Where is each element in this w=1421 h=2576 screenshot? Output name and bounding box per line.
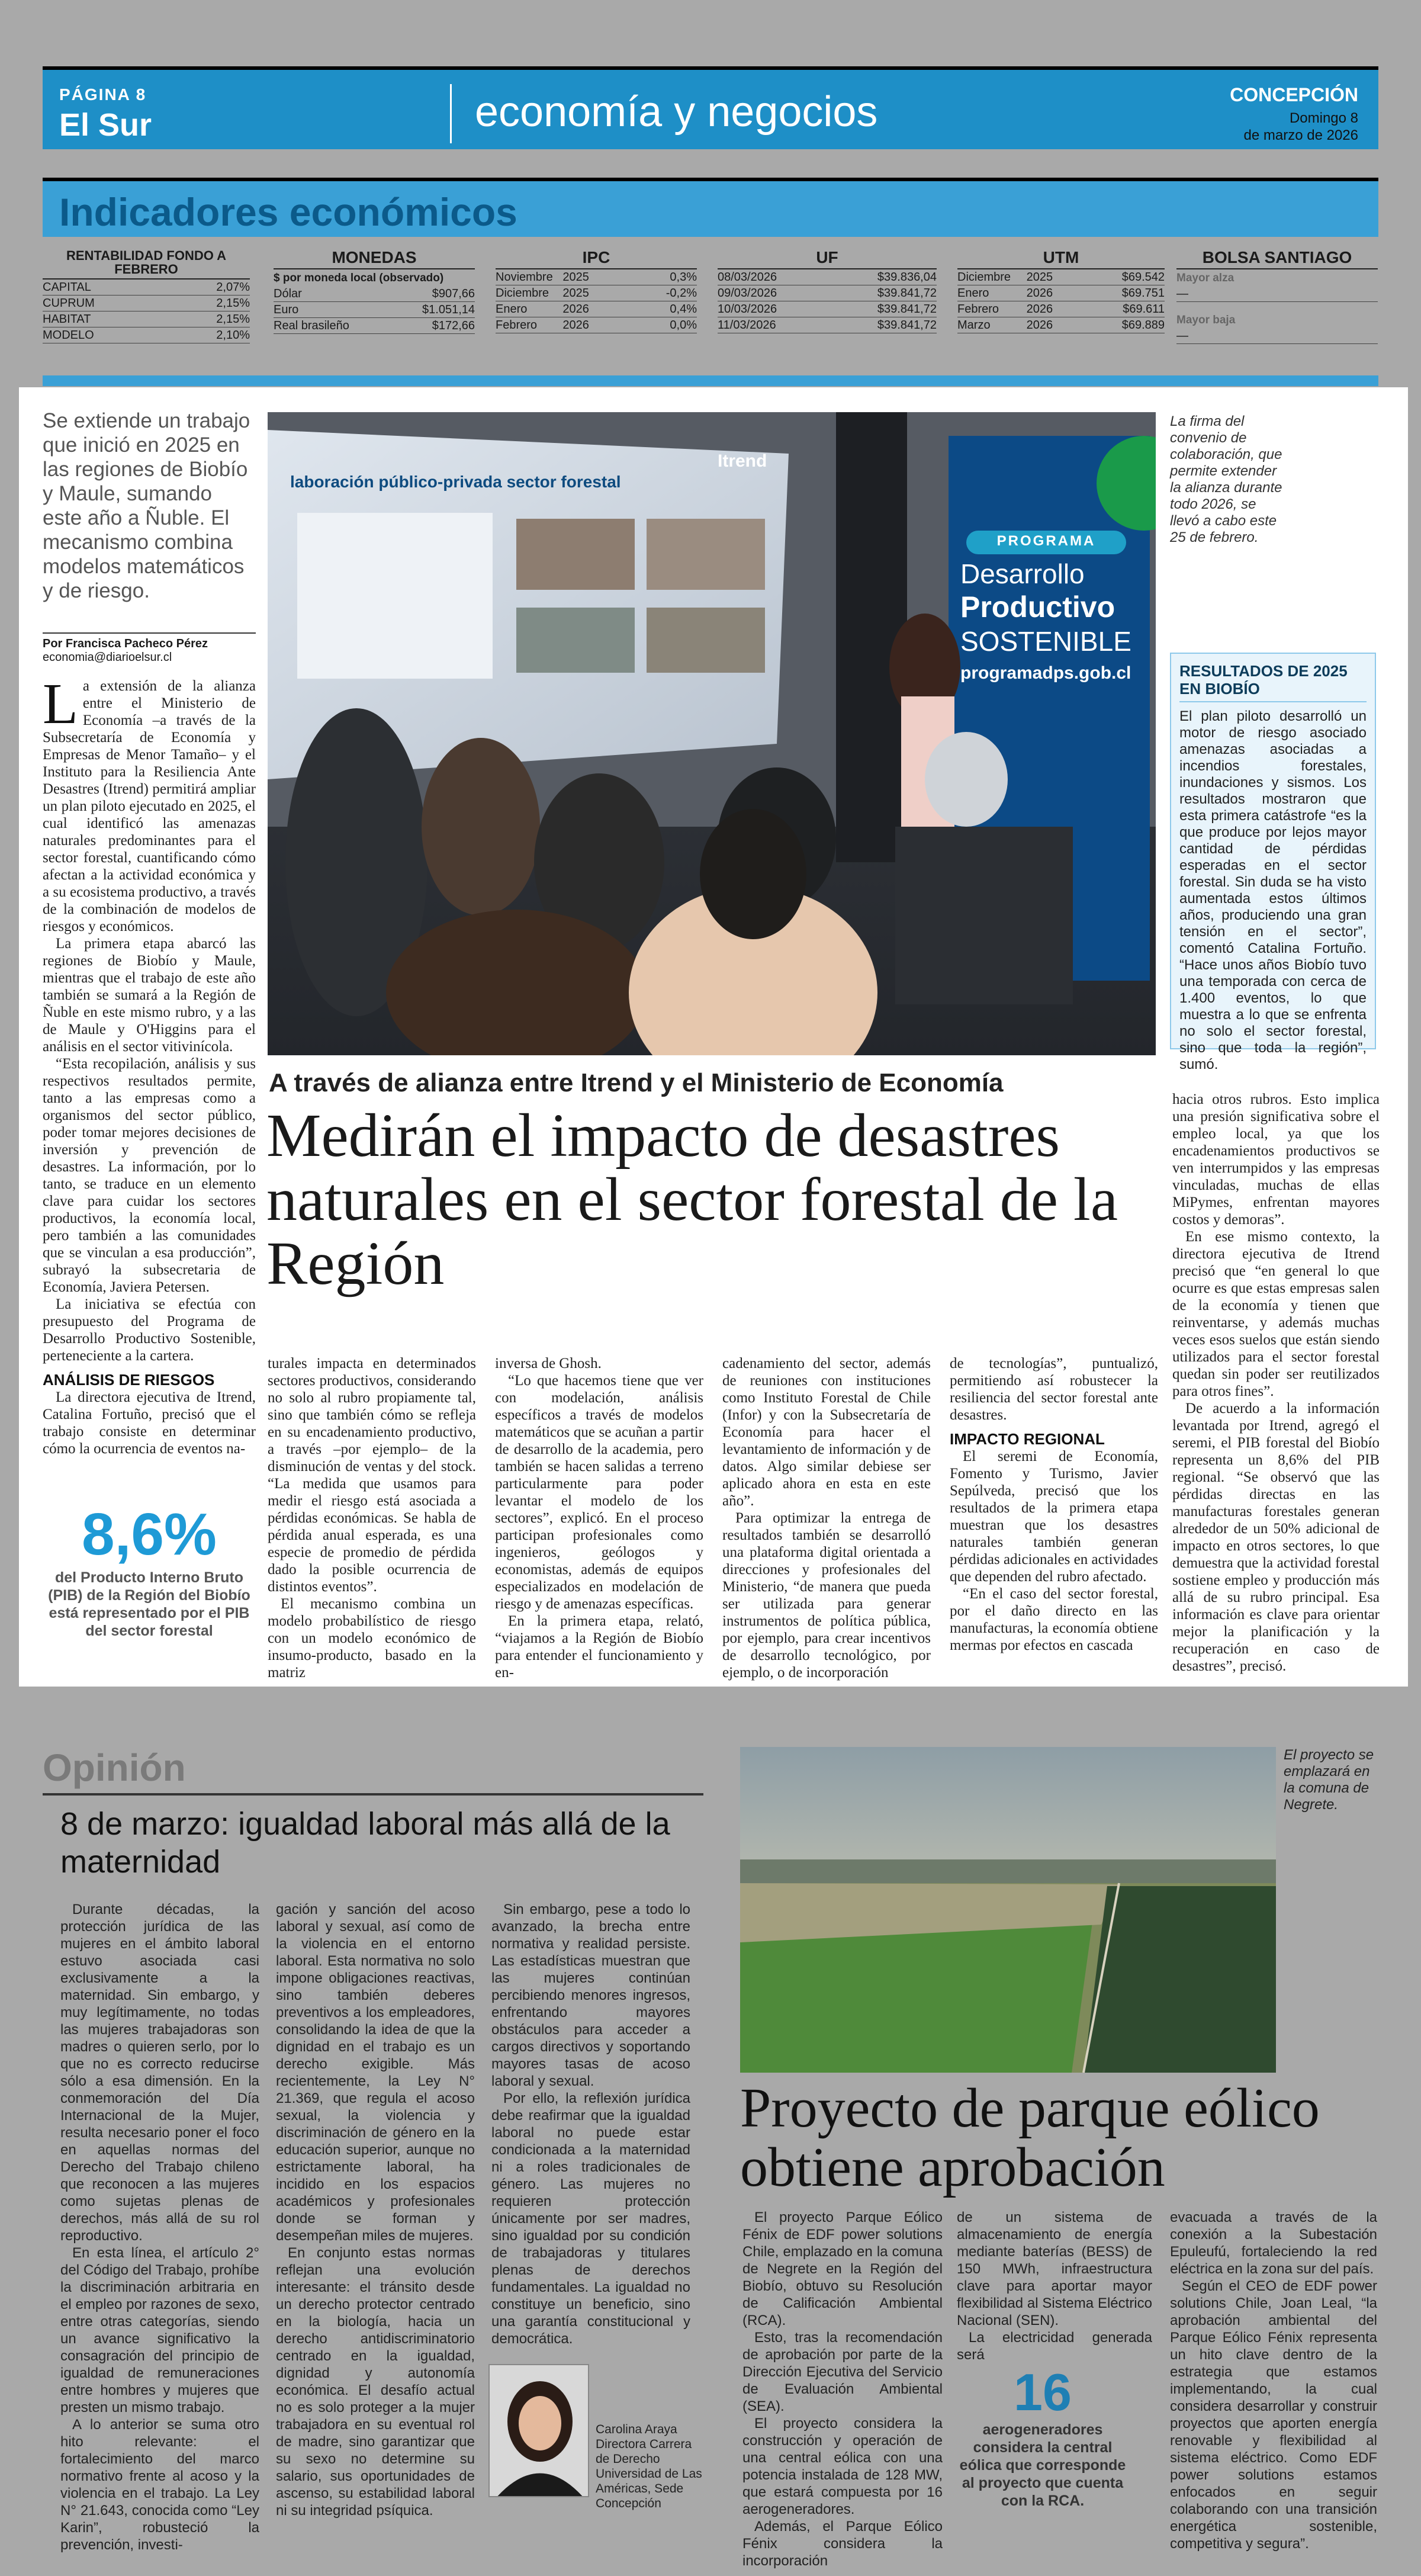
- fondo-rows: [43, 280, 250, 343]
- fondo-column: [43, 249, 250, 343]
- wind-para-4: Además, el Parque Eólico Fénix considera la incorporación: [742, 2519, 943, 2569]
- monedas-sub: $ por moneda local (observado): [274, 272, 444, 285]
- op-para-6: Sin embargo, pese a todo lo avanzado, la brecha entre normativa y realidad persiste. Las estadísticas muestran que las mujeres continúan percibiendo menores ingresos, enfrentando mayores obstáculos para acceder a cargos directivos y soportando mayores tasas de acoso laboral y sexual.: [491, 1902, 690, 2089]
- paper-name: El Sur: [59, 107, 152, 143]
- col6-para-3: De acuerdo a la información levantada por Itrend, agregó el seremi, el PIB forestal del Biobío representa un 8,6% del PIB regional. “Se observó que las pérdidas directas en las manufacturas forestales generan alrededor de un 50% adicional de impacto en otros sectores, lo que demuestra que la actividad forestal sostiene empleo y producción más allá de su rubro principal. Esa información es clave para orientar mejor la planificación y la recuperación en caso de desastres”, precisó.: [1172, 1401, 1380, 1674]
- indicator-cell: Diciembre: [496, 287, 549, 300]
- col4-para-2: Para optimizar la entrega de resultados también se desarrolló una plataforma digital orientada a direcciones y profesionales del Ministerio, “de manera que pueda ser utilizada para generar instrumentos de política pública, por ejemplo, para crear incentivos de desarrollo tecnológico, por ejemplo, o de incorporación: [722, 1510, 931, 1681]
- monedas-column: [274, 249, 475, 334]
- banner-line-3: SOSTENIBLE: [960, 626, 1131, 657]
- indicator-cell: 2026: [1026, 303, 1053, 316]
- indicator-row: [496, 301, 697, 317]
- aerial-field-illustration: [740, 1747, 1276, 2073]
- indicator-cell: Real brasileño: [274, 319, 349, 333]
- indicator-cell: 2026: [562, 303, 589, 316]
- drop-cap: L: [43, 672, 78, 736]
- indicator-cell: 2,10%: [216, 329, 250, 342]
- op-author-name: Carolina Araya: [596, 2423, 677, 2436]
- monedas-rows: [274, 286, 475, 334]
- article-lead: Se extiende un trabajo que inició en 2025 en las regiones de Biobío y Maule, sumando este año a Ñuble. El mecanismo combina modelos matemáticos y de riesgo.: [43, 409, 250, 602]
- op-para-7: Por ello, la reflexión jurídica debe reafirmar que la igualdad laboral no puede estar condicionada a la maternidad ni a roles tradicionales de género. Las mujeres no requieren protección únicamente por ser madres, sino igualdad por su condición de trabajadoras y titulares plenas de derechos fundamentales. La igualdad no constituye un beneficio, sino una garantía constitucional y democrática.: [491, 2090, 690, 2347]
- op-para-1: Durante décadas, la protección jurídica de las mujeres en el ámbito laboral estuvo asociada casi exclusivamente a la maternidad. Sin embargo, y muy legítimamente, no todas las mujeres trabajadoras son madres o quieren serlo, por lo que no es correcto reducirse sólo a esa dimensión. En la conmemoración del Día Internacional de la Mujer, resulta necesario poner el foco en aquellas normas del Derecho del Trabajo chileno que reconocen a las mujeres como sujetas plenas de derechos, más allá de su rol reproductivo.: [60, 1902, 259, 2244]
- indicator-cell: 11/03/2026: [718, 319, 776, 332]
- indicator-cell: $39.841,72: [877, 287, 937, 300]
- banner-line-1: Desarrollo: [960, 558, 1085, 589]
- ipc-rows: [496, 269, 697, 333]
- indicator-cell: 2,15%: [216, 313, 250, 326]
- bolsa-alza-value: —: [1176, 286, 1378, 302]
- opinion-column-3: [491, 1901, 690, 2347]
- indicator-cell: CAPITAL: [43, 281, 91, 294]
- itrend-logo: Itrend: [718, 451, 767, 471]
- subheading-impacto: IMPACTO REGIONAL: [950, 1430, 1105, 1448]
- col2-para-2: El mecanismo combina un modelo probabilístico de riesgo con un modelo económico de insumo-producto, basado en la matriz: [268, 1596, 476, 1681]
- banner-program: PROGRAMA: [996, 533, 1096, 549]
- article-column-3: [495, 1355, 703, 1681]
- screen-title: laboración público-privada sector forestal: [290, 473, 621, 491]
- op-para-3: A lo anterior se suma otro hito relevante: el fortalecimiento del marco normativo frente al acoso y la violencia en el trabajo. La Ley N° 21.643, conocida como “Ley Karin”, robusteció la prevención, investi-: [60, 2417, 259, 2553]
- indicator-cell: 2,07%: [216, 281, 250, 294]
- page-header: [43, 66, 1378, 149]
- col1-para-4: La iniciativa se efectúa con presupuesto del Programa de Desarrollo Productivo Sostenible, perteneciente a la cartera.: [43, 1296, 256, 1364]
- indicator-cell: $69.611: [1123, 303, 1165, 316]
- indicator-cell: 0,0%: [670, 319, 697, 332]
- indicator-cell: Febrero: [957, 303, 999, 316]
- article-column-2: [268, 1355, 476, 1681]
- stat-description: del Producto Interno Bruto (PIB) de la Región del Biobío está representado por el PIB del sector forestal: [48, 1569, 250, 1639]
- indicator-row: [274, 286, 475, 302]
- wind-para-7: evacuada a través de la conexión a la Subestación Epuleufú, fortaleciendo la red eléctrica en la zona sur del país.: [1170, 2209, 1377, 2277]
- indicator-row: [718, 269, 937, 285]
- indicator-cell: $907,66: [432, 287, 475, 301]
- col1-para-2: La primera etapa abarcó las regiones de Biobío y Maule, mientras que el trabajo de este año también se sumará a la Región de Ñuble en este mismo rubro, y a las de Maule y O'Higgins para el análisis en el sector vitivinícola.: [43, 936, 256, 1055]
- indicator-cell: $39.836,04: [877, 271, 937, 284]
- wind-para-8: Según el CEO de EDF power solutions Chile, Joan Leal, “la aprobación ambiental del Parque Eólico Fénix representa un hito clave dentro de la estrategia que estamos implementando, la cual considera desarrollar y construir proyectos que aporten energía renovable y flexibilidad al sistema eléctrico. Como EDF power solutions estamos enfocados en seguir colaborando con una transición energética sostenible, competitiva y segura”.: [1170, 2278, 1377, 2552]
- indicator-cell: CUPRUM: [43, 297, 95, 310]
- header-city: CONCEPCIÓN: [1230, 84, 1358, 105]
- indicator-cell: Febrero: [496, 319, 538, 332]
- indicator-cell: $39.841,72: [877, 303, 937, 316]
- indicator-cell: 08/03/2026: [718, 271, 777, 284]
- results-box-text: El plan piloto desarrolló un motor de riesgo asociado amenazas asociadas a incendios forestales, inundaciones y sismos. Los resultados mostraron que esta primera catástrofe “es la que produce por lejos mayor cantidad de pérdidas esperadas en el sector forestal. Sin duda se ha visto aumentada estos últimos años, produciendo una gran tensión en el sector”, comentó Catalina Fortuño. “Hace unos años Biobío tuvo una temporada con cerca de 1.400 eventos, lo que muestra a lo que se enfrenta no solo el sector forestal, sino que toda la región”, sumó.: [1179, 708, 1367, 1072]
- wind-column-3: [1170, 2209, 1377, 2552]
- article-column-6: [1172, 1091, 1380, 1675]
- indicator-row: [274, 302, 475, 318]
- indicator-cell: Enero: [496, 303, 528, 316]
- col1-para-5: La directora ejecutiva de Itrend, Catalina Fortuño, precisó que el trabajo consiste en determinar cómo la ocurrencia de eventos na-: [43, 1389, 256, 1457]
- col4-para-1: cadenamiento del sector, además de reuniones con instituciones como Instituto Forestal de Chile (Infor) y con la Subsecretaría de Economía para hacer el levantamiento de información y de datos. Algo similar debiese ser aplicado ahora en esta en este año”.: [722, 1356, 931, 1509]
- indicator-cell: 0,4%: [670, 303, 697, 316]
- col1-para-3: “Esta recopilación, análisis y sus respectivos resultados permite, tanto a las empresas como a organismos del sector público, poder tomar mejores decisiones de inversión y prevención de desastres. La información, por lo tanto, se traduce en un elemento clave para cuidar los sectores productivos, la economía local, pero también a las comunidades que se vinculan a esa producción”, subrayó la subsecretaria de Economía, Javiera Petersen.: [43, 1056, 256, 1295]
- author-portrait-illustration: [490, 2365, 589, 2497]
- col1-para-1: a extensión de la alianza entre el Ministerio de Economía –a través de la Subsecretaría de Economía y Empresas de Menor Tamaño– y el Instituto para la Resiliencia Ante Desastres (Itrend) permitirá ampliar un plan piloto ejecutado en 2025, el cual identificó las amenazas naturales predominantes para el sector forestal, cuantificando cómo afectan a la actividad económica y a su ecosistema productivo, a través de la combinación de modelos de riesgos y económicos.: [43, 678, 256, 934]
- indicator-row: [43, 280, 250, 295]
- article-photo: [268, 412, 1156, 1055]
- col6-para-2: En ese mismo contexto, la directora ejecutiva de Itrend precisó que “en general lo que ocurre es que estas empresas salen de la economía y tienen que reinventarse, y además muchas veces esos suelos que están siendo utilizados para el sector forestal quedan sin poder ser reutilizados para otros fines”.: [1172, 1229, 1380, 1399]
- wind-farm-photo: [740, 1747, 1276, 2073]
- indicator-cell: Noviembre: [496, 271, 553, 284]
- opinion-column-1: [60, 1901, 259, 2553]
- indicator-cell: 2025: [1026, 271, 1053, 284]
- indicator-cell: Euro: [274, 303, 299, 317]
- photo-caption: La firma del convenio de colaboración, que permite extender la alianza durante todo 2026, se llevó a cabo este 25 de febrero.: [1170, 413, 1282, 545]
- article-headline: Medirán el impacto de desastres naturales en el sector forestal de la Región: [266, 1101, 1118, 1297]
- indicator-cell: 2025: [562, 287, 589, 300]
- utm-title: UTM: [957, 249, 1165, 269]
- wind-para-1: El proyecto Parque Eólico Fénix de EDF power solutions Chile, emplazado en la comuna de Negrete en la Región del Biobío, obtuvo su Resolución de Calificación Ambiental (RCA).: [742, 2209, 943, 2328]
- bolsa-alza: Mayor alza: [1176, 272, 1234, 285]
- indicator-cell: MODELO: [43, 329, 94, 342]
- fondo-title: RENTABILIDAD FONDO A FEBRERO: [43, 249, 250, 280]
- indicator-cell: Marzo: [957, 319, 991, 332]
- monedas-title: MONEDAS: [274, 249, 475, 269]
- col6-para-1: hacia otros rubros. Esto implica una presión significativa sobre el empleo local, ya que los encadenamientos productivos se ven interrumpidos y las empresas vinculadas, muchas de ellas MiPymes, enfrentan mayores costos y demoras”.: [1172, 1091, 1380, 1228]
- indicators-title: Indicadores económicos: [59, 190, 517, 234]
- indicator-cell: -0,2%: [666, 287, 697, 300]
- indicator-row: [496, 285, 697, 301]
- bolsa-baja-value: —: [1176, 328, 1378, 344]
- indicator-cell: 2026: [1026, 287, 1053, 300]
- indicator-cell: $1.051,14: [422, 303, 475, 317]
- utm-rows: [957, 269, 1165, 333]
- uf-column: [718, 249, 937, 333]
- results-box: [1170, 653, 1376, 1072]
- opinion-column-2: [276, 1901, 475, 2519]
- indicator-row: [43, 311, 250, 327]
- indicator-row: [957, 285, 1165, 301]
- indicator-row: [43, 327, 250, 343]
- wind-column-2: [957, 2209, 1152, 2363]
- ipc-column: [496, 249, 697, 333]
- section-title: economía y negocios: [475, 88, 878, 136]
- header-divider: [450, 84, 452, 143]
- indicator-row: [274, 318, 475, 334]
- results-box-title: RESULTADOS DE 2025 EN BIOBÍO: [1179, 662, 1367, 702]
- banner-url: programadps.gob.cl: [960, 663, 1131, 683]
- indicator-row: [496, 317, 697, 333]
- main-article: [19, 387, 1408, 1687]
- header-date: Domingo 8 de marzo de 2026: [1243, 110, 1358, 143]
- event-photo-illustration: [268, 412, 1156, 1055]
- wind-headline: Proyecto de parque eólico obtiene aprobación: [740, 2077, 1320, 2198]
- op-para-4: gación y sanción del acoso laboral y sexual, así como de la violencia en el entorno laboral. Esta normativa no solo impone obligaciones reactivas, sino también deberes preventivos a los empleadores, consolidando la idea de que la dignidad en el trabajo es un derecho exigible. Más recientemente, la Ley N° 21.369, que regula el acoso sexual, la violencia y discriminación de género en la educación superior, aunque no estrictamente laboral, ha incidido en los espacios académicos y profesionales donde se forman y desempeñan miles de mujeres.: [276, 1902, 475, 2244]
- indicator-cell: $69.751: [1121, 287, 1165, 300]
- indicator-row: [43, 295, 250, 311]
- bolsa-title: BOLSA SANTIAGO: [1176, 249, 1378, 269]
- stat-callout: [43, 1501, 256, 1640]
- col5-para-2: El seremi de Economía, Fomento y Turismo, Javier Sepúlveda, precisó que los resultados de la primera etapa muestran que los desastres naturales también generan pérdidas adicionales en actividades que dependen del rubro afectado.: [950, 1448, 1158, 1585]
- wind-photo-caption: El proyecto se emplazará en la comuna de Negrete.: [1284, 1747, 1374, 1813]
- indicator-cell: 10/03/2026: [718, 303, 777, 316]
- col3-para-1: inversa de Ghosh.: [495, 1356, 602, 1371]
- indicators-bottom-bar: [43, 375, 1378, 386]
- indicator-cell: Enero: [957, 287, 989, 300]
- indicator-cell: HABITAT: [43, 313, 91, 326]
- col5-para-1: de tecnologías”, puntualizó, permitiendo así robustecer la resiliencia del sector forestal ante desastres.: [950, 1356, 1158, 1423]
- indicator-cell: $39.841,72: [877, 319, 937, 332]
- wind-para-6: La electricidad generada será: [957, 2330, 1152, 2363]
- indicator-row: [718, 301, 937, 317]
- col2-para-1: turales impacta en determinados sectores productivos, considerando no solo al rubro propiamente tal, sino que también cómo se refleja en su encadenamiento productivo, a través –por ejemplo– de la disminución de ventas y del stock. “La medida que usamos para medir el riesgo está asociada a pérdidas económicas. Se habla de pérdida anual esperada, es una especie de promedio de pérdida dado la posible ocurrencia de distintos eventos”.: [268, 1356, 476, 1595]
- author-name: Por Francisca Pacheco Pérez: [43, 632, 256, 651]
- author-caption: [596, 2422, 702, 2511]
- wind-stat-callout: [957, 2364, 1129, 2510]
- indicator-row: [957, 301, 1165, 317]
- uf-rows: [718, 269, 937, 333]
- indicator-cell: $172,66: [432, 319, 475, 333]
- indicator-row: [957, 317, 1165, 333]
- stat-value: 8,6%: [82, 1501, 217, 1568]
- ipc-title: IPC: [496, 249, 697, 269]
- op-para-2: En esta línea, el artículo 2° del Código del Trabajo, prohíbe la discriminación arbitraria en el empleo por razones de sexo, entre otras categorías, siendo un avance significativo la consagración del principio de igualdad de remuneraciones entre hombres y mujeres que presten un mismo trabajo.: [60, 2245, 259, 2416]
- wind-para-2: Esto, tras la recomendación de aprobación por parte de la Dirección Ejecutiva del Servicio de Evaluación Ambiental (SEA).: [742, 2330, 943, 2414]
- article-column-1: [43, 672, 256, 1457]
- author-photo: [488, 2364, 589, 2497]
- indicator-row: [496, 269, 697, 285]
- indicator-row: [957, 269, 1165, 285]
- indicator-row: [718, 317, 937, 333]
- indicator-cell: 09/03/2026: [718, 287, 777, 300]
- page-label: PÁGINA 8: [59, 85, 147, 104]
- indicator-cell: 2,15%: [216, 297, 250, 310]
- uf-title: UF: [718, 249, 937, 269]
- bolsa-baja: Mayor baja: [1176, 314, 1236, 327]
- article-column-4: [722, 1355, 931, 1681]
- utm-column: [957, 249, 1165, 333]
- subheading-riesgos: ANÁLISIS DE RIESGOS: [43, 1371, 215, 1389]
- article-column-5: [950, 1355, 1158, 1654]
- col5-para-3: “En el caso del sector forestal, por el daño directo en las manufacturas, la economía obtiene mermas por efectos en cascada: [950, 1586, 1158, 1653]
- indicator-cell: 0,3%: [670, 271, 697, 284]
- wind-para-3: El proyecto considera la construcción y operación de una central eólica con una potencia instalada de 128 MW, que estará compuesta por 16 aerogeneradores.: [742, 2416, 943, 2517]
- wind-para-5: de un sistema de almacenamiento de energía mediante baterías (BESS) de 150 MWh, infraestructura clave para aportar mayor flexibilidad al Sistema Eléctrico Nacional (SEN).: [957, 2209, 1152, 2328]
- indicator-cell: 2026: [1026, 319, 1053, 332]
- indicator-row: [718, 285, 937, 301]
- indicators-table: [43, 249, 1378, 385]
- indicator-cell: Diciembre: [957, 271, 1011, 284]
- indicator-cell: 2026: [562, 319, 589, 332]
- article-byline: [43, 632, 256, 664]
- indicator-cell: 2025: [562, 271, 589, 284]
- article-kicker: A través de alianza entre Itrend y el Ministerio de Economía: [269, 1068, 1004, 1097]
- col3-para-3: En la primera etapa, relató, “viajamos a la Región de Biobío para entender el funcionamiento y en-: [495, 1613, 703, 1681]
- op-para-5: En conjunto estas normas reflejan una evolución interesante: el tránsito desde un derecho protector centrado en la biología, hacia un derecho antidiscriminatorio centrado en la igualdad, dignidad y autonomía económica. El desafío actual no es solo proteger a la mujer trabajadora en su eventual rol de madre, sino garantizar que su sexo no determine su salario, sus oportunidades de ascenso, su estabilidad laboral ni su integridad psíquica.: [276, 2245, 475, 2519]
- op-author-role: Directora Carrera de Derecho Universidad de Las Américas, Sede Concepción: [596, 2437, 702, 2510]
- indicator-cell: $69.889: [1121, 319, 1165, 332]
- wind-column-1: [742, 2209, 943, 2569]
- wind-stat-value: 16: [1014, 2363, 1072, 2421]
- opinion-label: Opinión: [43, 1746, 186, 1789]
- author-email: economia@diarioelsur.cl: [43, 651, 172, 664]
- bolsa-column: [1176, 249, 1378, 344]
- indicators-banner: [43, 178, 1378, 237]
- col3-para-2: “Lo que hacemos tiene que ver con modelación, análisis específicos a través de modelos matemáticos que se acuñan a partir de desarrollo de la academia, pero también se hacen salidas a terreno particularmente para poder levantar el modelo de los sectores”, explicó. En el proceso participan profesionales como ingenieros, geólogos y economistas, además de equipos especializados en modelación de riesgo y de amenazas específicas.: [495, 1373, 703, 1612]
- indicator-cell: $69.542: [1121, 271, 1165, 284]
- banner-line-2: Productivo: [960, 590, 1115, 624]
- opinion-headline: 8 de marzo: igualdad laboral más allá de la maternidad: [60, 1806, 670, 1880]
- indicator-cell: Dólar: [274, 287, 302, 301]
- opinion-rule: [43, 1793, 703, 1796]
- wind-stat-description: aerogeneradores considera la central eólica que corresponde al proyecto que cuenta con la RCA.: [959, 2421, 1126, 2509]
